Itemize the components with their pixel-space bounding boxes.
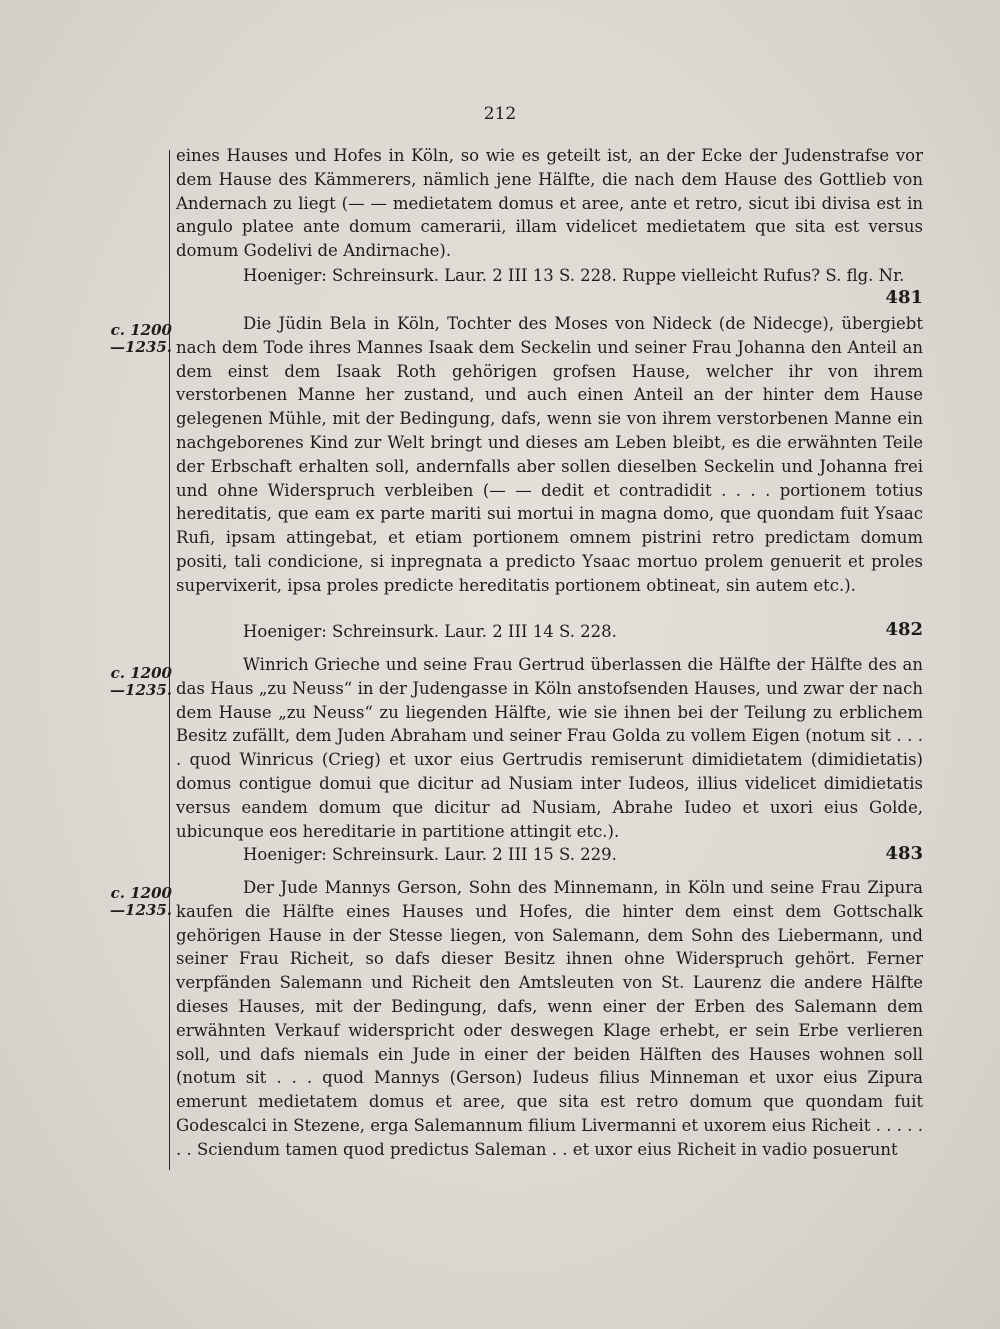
- page-number: 212: [483, 104, 517, 124]
- intro-source: Hoeniger: Schreinsurk. Laur. 2 III 13 S. 228. Ruppe vielleicht Rufus? S. flg. Nr.: [243, 266, 905, 285]
- date-line1: c. 1200: [110, 664, 172, 682]
- entry-body: Die Jüdin Bela in Köln, Tochter des Moses von Nideck (de Nidecge), übergiebt nach dem Tode ihres Mannes Isaak dem Seckelin und seiner Frau Johanna den Anteil an dem einst dem Isaak Roth gehörigen grofsen Hause, welcher ihr von ihrem verstorbenen Manne her zustand, und auch einen Anteil an der hinter dem Hause gelegenen Mühle, mit der Bedingung, dafs, wenn sie von ihrem verstorbenen Manne ein nachgeborenes Kind zur Welt bringt und dieses am Leben bleibt, es die erwähnten Teile der Erbschaft erhalten soll, andernfalls aber sollen dieselben Seckelin und Johanna frei und ohne Widerspruch verbleiben (— — dedit et contradidit . . . . portionem totius hereditatis, que eam ex parte mariti sui mortui in magna domo, que quondam fuit Ysaac Rufi, ipsam attingebat, et etiam portionem omnem pistrini retro predictam domum positi, tali condicione, si inpregnata a predicto Ysaac mortuo prolem genuerit et proles supervixerit, ipsa proles predicte hereditatis portionem obtineat, sin autem etc.).: [176, 314, 923, 595]
- date-line1: c. 1200: [110, 321, 172, 339]
- date-line2: —1235.: [110, 338, 172, 356]
- entry-text-482: [176, 653, 923, 843]
- entry-date-482: [92, 665, 172, 699]
- entry-date-481: [92, 322, 172, 356]
- entry-body: Der Jude Mannys Gerson, Sohn des Minnemann, in Köln und seine Frau Zipura kaufen die Hälfte eines Hauses und Hofes, die hinter dem einst dem Gottschalk gehörigen Hause in der Stesse liegen, von Salemann, dem Sohn des Liebermann, und seiner Frau Richeit, so dafs dieser Besitz ihnen ohne Widerspruch gehört. Ferner verpfänden Salemann und Richeit den Amtsleuten von St. Laurenz die andere Hälfte dieses Hauses, mit der Bedingung, dafs, wenn einer der Erben des Salemann dem erwähnten Verkauf widerspricht oder deswegen Klage erhebt, er sein Erbe verlieren soll, und dafs niemals ein Jude in einer der beiden Hälften des Hauses wohnen soll (notum sit . . . quod Mannys (Gerson) Iudeus filius Minneman et uxor eius Zipura emerunt medietatem domus et aree, que sita est retro domum que quondam fuit Godescalci in Stezene, erga Salemannum filium Livermanni et uxorem eius Richeit . . . . . . . Sciendum tamen quod predictus Saleman . . et uxor eius Richeit in vadio posuerunt: [176, 878, 923, 1159]
- entry-number-481: 481: [885, 287, 923, 308]
- date-line2: —1235.: [110, 901, 172, 919]
- entry-number-482: 482: [885, 619, 923, 640]
- date-line2: —1235.: [110, 681, 172, 699]
- entry-body: Winrich Grieche und seine Frau Gertrud überlassen die Hälfte der Hälfte des an das Haus „zu Neuss“ in der Judengasse in Köln anstofsenden Hauses, und zwar der nach dem Hause „zu Neuss“ zu liegenden Hälfte, wie sie ihnen bei der Teilung zu erblichem Besitz zufällt, dem Juden Abraham und seiner Frau Golda zu vollem Eigen (notum sit . . . . quod Winricus (Crieg) et uxor eius Gertrudis remiserunt dimidietatem (dimidietatis) domus contigue domui que dicitur ad Nusiam inter Iudeos, illius videlicet dimidietatis versus eandem domum que dicitur ad Nusiam, Abrahe Iudeo et uxori eius Golde, ubicunque eos hereditarie in partitione attingit etc.).: [176, 655, 923, 841]
- entry-text-483: [176, 876, 923, 1162]
- margin-rule: [169, 150, 170, 1170]
- entry-number-483: 483: [885, 843, 923, 864]
- intro-paragraph: [176, 144, 923, 262]
- entry-source-481: Hoeniger: Schreinsurk. Laur. 2 III 14 S. 228.: [243, 622, 617, 641]
- entry-source-482: Hoeniger: Schreinsurk. Laur. 2 III 15 S. 229.: [243, 845, 617, 864]
- intro-text: eines Hauses und Hofes in Köln, so wie es geteilt ist, an der Ecke der Judenstrafse vor dem Hause des Kämmerers, nämlich jene Hälfte, die nach dem Hause des Gottlieb von Andernach zu liegt (— — medietatem domus et aree, ante et retro, sicut ibi divisa est in angulo platee ante domum camerarii, illam videlicet medietatem que sita est versus domum Godelivi de Andirnache).: [176, 146, 923, 261]
- entry-date-483: [92, 885, 172, 919]
- date-line1: c. 1200: [110, 884, 172, 902]
- entry-text-481: [176, 312, 923, 598]
